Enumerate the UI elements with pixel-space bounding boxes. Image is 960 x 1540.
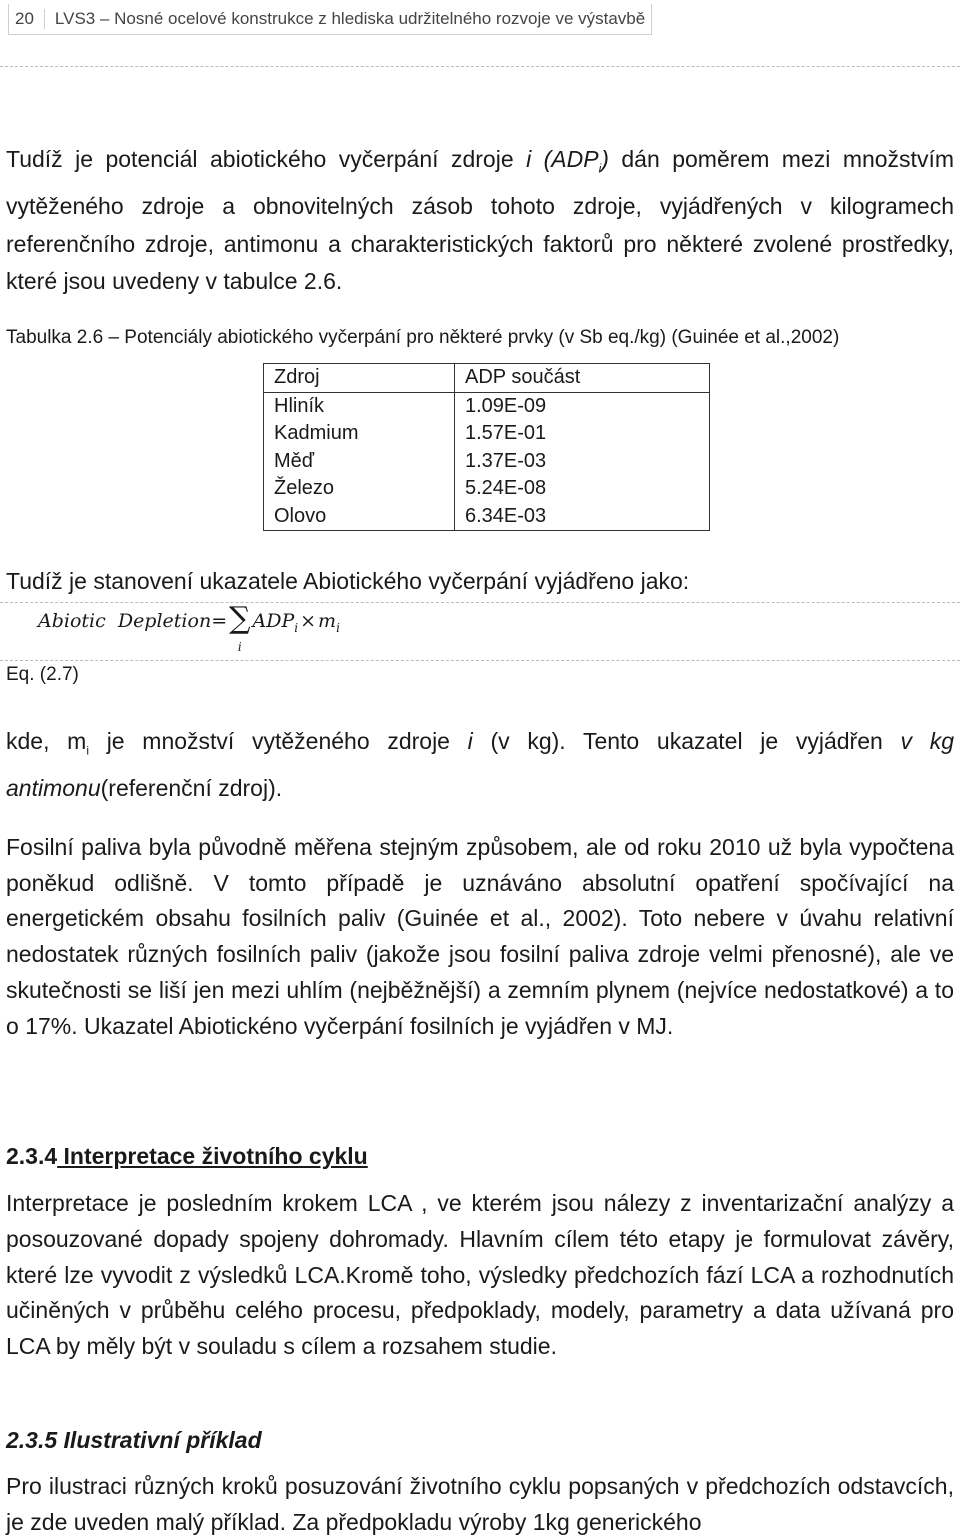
cell-source: Měď — [264, 448, 455, 476]
para3-text-a: kde, m — [6, 728, 87, 754]
para4-text: Fosilní paliva byla původně měřena stejným způsobem, ale od roku 2010 už byla vypočtena poněkud odlišně. V tomto případě je uznáváno absolutní opatření spočívající na energetickém obsahu fosilních paliv (Guinée et al., 2002). Toto nebere v úvahu relativní nedostatek různých fosilních paliv (jakože jsou fosilní paliva zdroje velmi přenosné), ale ve skutečnosti se liší jen mezi uhlím (nejběžnější) a zemním plynem (nejvíce nedostatkové) a to o 17%. Ukazatel Abiotickéno vyčerpání fosilních je vyjádřen v MJ. — [6, 834, 954, 1039]
paragraph-indicator-intro — [6, 563, 954, 601]
formula-m-sub: i — [336, 620, 340, 635]
section-title: Interpretace životního cyklu — [57, 1143, 368, 1169]
formula-m: m — [318, 610, 337, 632]
section-title: 2.3.5 Ilustrativní příklad — [6, 1427, 262, 1453]
section-heading-interpretation — [6, 1143, 954, 1170]
header-title: LVS3 – Nosné ocelové konstrukce z hlediska udržitelného rozvoje ve výstavbě — [54, 9, 646, 28]
para3-sub-i: i — [86, 743, 89, 758]
para1-text-b: dán poměrem mezi množstvím vytěženého zdroje a obnovitelných zásob tohoto zdroje, vyjádřených v kilogramech referenčního zdroje, antimonu a charakteristických faktorů pro některé zvolené prostředky, které jsou uvedeny v tabulce 2.6. — [6, 146, 954, 295]
page-number: 20 — [15, 9, 45, 29]
equation-divider-bottom — [0, 660, 960, 661]
para3-var-i: i — [467, 728, 473, 754]
paragraph-adp-definition — [6, 141, 954, 301]
equation-abiotic-depletion — [38, 601, 340, 654]
var-adp-sub: i — [598, 161, 602, 176]
var-adp: (ADP — [531, 146, 599, 172]
interpretation-text: Interpretace je posledním krokem LCA , ve kterém jsou nálezy z inventarizační analýzy a posouzované dopady spojeny dohromady. Hlavním cílem této etapy je formulovat závěry, které lze vyvodit z výsledků LCA.Kromě toho, výsledky předchozích fází LCA a rozhodnutích učiněných v průběhu celého procesu, předpoklady, modely, parametry a data užívaná pro LCA by měly být v souladu s cílem a rozsahem studie. — [6, 1190, 954, 1360]
formula-sum — [227, 601, 252, 654]
cell-value: 5.24E-08 — [465, 477, 547, 499]
var-i: i — [526, 146, 532, 172]
section-number: 2.3.4 — [6, 1143, 58, 1169]
sigma-symbol: ∑ — [229, 601, 251, 636]
example-text: Pro ilustraci různých kroků posuzování životního cyklu popsaných v předchozích odstavcích, je zde uveden malý příklad. Za předpokladu výroby 1kg generického — [6, 1473, 954, 1535]
table-row — [264, 420, 710, 448]
equation-divider-top — [0, 602, 960, 603]
cell-value: 1.57E-01 — [465, 422, 547, 444]
para1-text-a: Tudíž je potenciál abiotického vyčerpání zdroje — [6, 146, 527, 172]
section-heading-example — [6, 1427, 954, 1454]
adp-table — [263, 363, 710, 531]
paragraph-where — [6, 723, 954, 808]
sum-index: i — [237, 640, 242, 654]
paragraph-fossil-fuels — [6, 830, 954, 1044]
cell-value: 6.34E-03 — [465, 504, 547, 527]
cell-source: Olovo — [264, 503, 455, 531]
header-divider — [0, 66, 960, 67]
formula-times: × — [300, 610, 317, 632]
running-header — [8, 4, 652, 35]
table-caption: Tabulka 2.6 – Potenciály abiotického vyčerpání pro některé prvky (v Sb eq./kg) (Guinée et al.,2002) — [6, 327, 840, 348]
cell-source: Železo — [264, 475, 455, 503]
var-adp-close: ) — [601, 146, 609, 172]
equation-number: Eq. (2.7) — [6, 664, 79, 685]
table-header-row — [264, 364, 710, 393]
formula-rhs — [253, 610, 340, 635]
cell-value: 1.09E-09 — [465, 394, 547, 417]
para3-unit: v kg antimonu — [6, 728, 954, 802]
paragraph-interpretation — [6, 1186, 954, 1365]
formula-adp-sub: i — [294, 620, 299, 635]
cell-value: 1.37E-03 — [465, 449, 547, 472]
para2-text: Tudíž je stanovení ukazatele Abiotického vyčerpání vyjádřeno jako: — [6, 568, 690, 594]
formula-adp: ADP — [252, 610, 295, 632]
para3-text-c: (v kg). Tento ukazatel je vyjádřen — [472, 728, 901, 754]
paragraph-example — [6, 1469, 954, 1540]
para3-text-b: je množství vytěženého zdroje — [89, 728, 468, 754]
header-zdroj: Zdroj — [264, 364, 455, 393]
table-row — [264, 475, 710, 503]
cell-source: Hliník — [264, 392, 455, 420]
table-row — [264, 392, 710, 420]
table-row — [264, 503, 710, 531]
header-adp: ADP součást — [455, 364, 710, 393]
cell-source: Kadmium — [264, 420, 455, 448]
table-row — [264, 448, 710, 476]
formula-equals: = — [211, 610, 228, 632]
formula-lhs: Abiotic Depletion — [38, 610, 212, 632]
para3-text-d: (referenční zdroj). — [100, 775, 283, 802]
